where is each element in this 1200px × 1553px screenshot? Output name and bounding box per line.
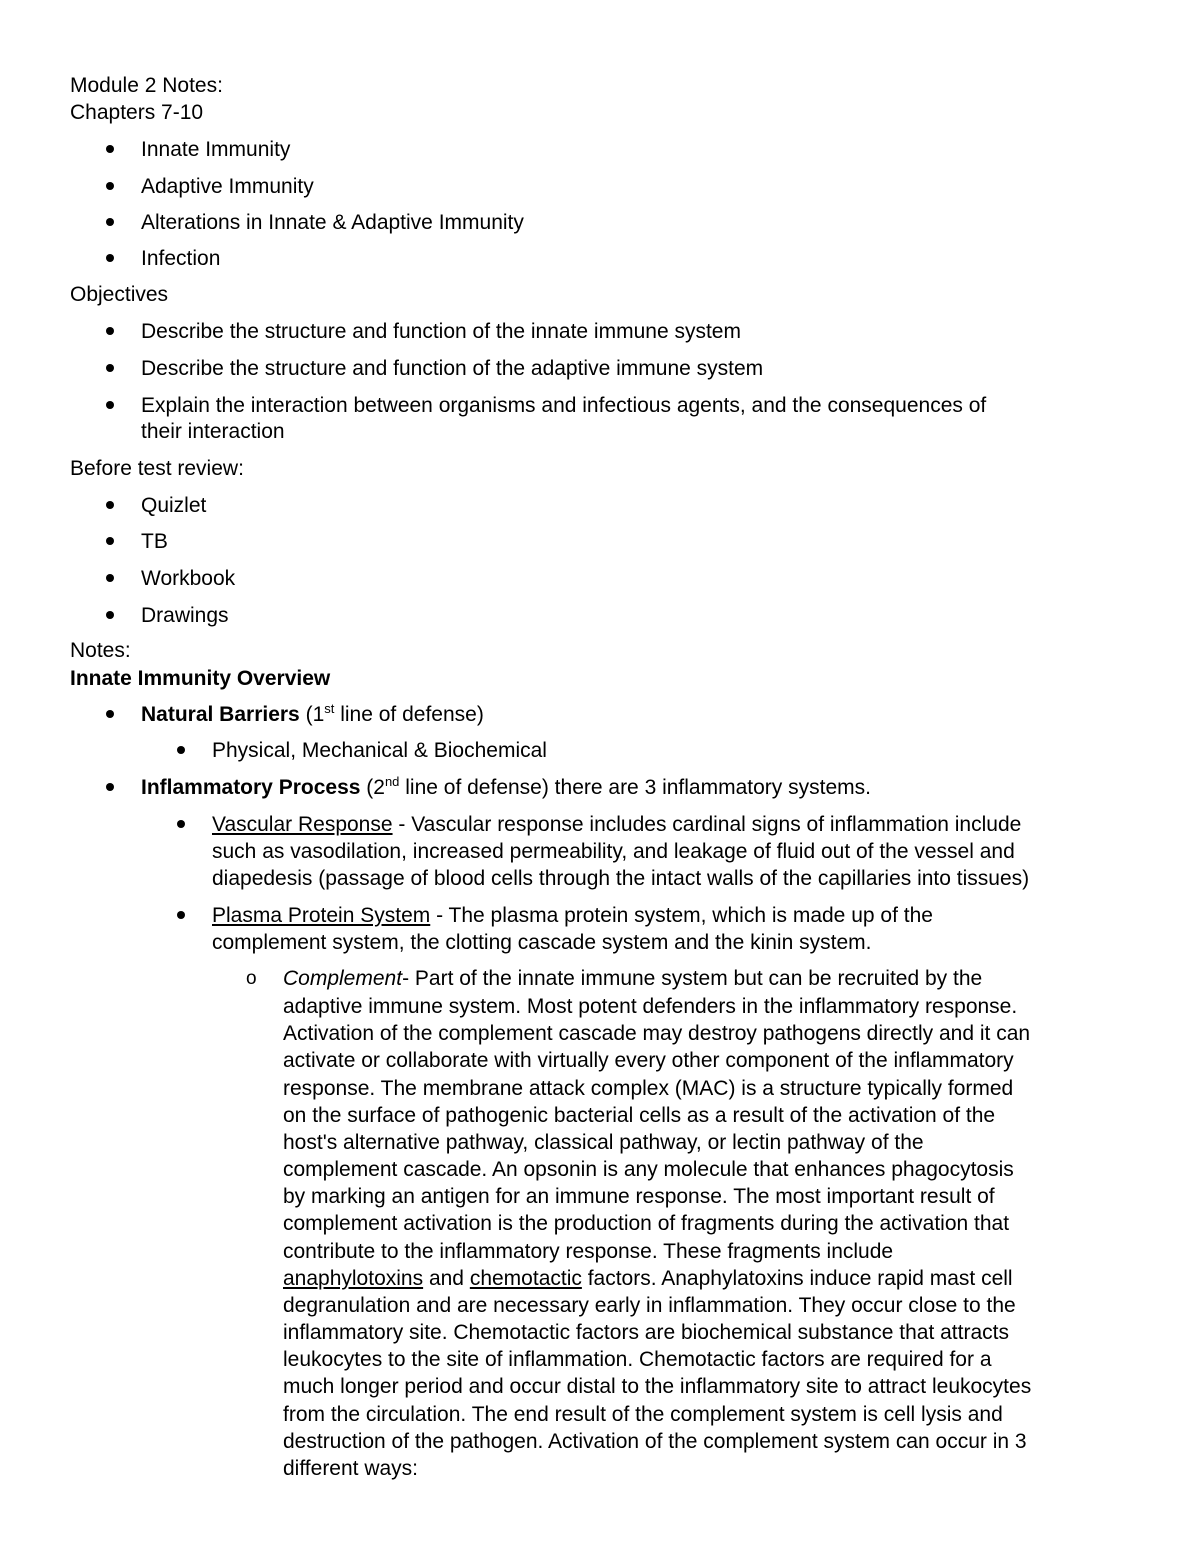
list-item: Workbook xyxy=(141,567,236,590)
paragraph-line: complement activation is the production of fragments during the activation that xyxy=(283,1212,1010,1235)
vascular-response-label: Vascular Response xyxy=(212,813,393,836)
list-item: Innate Immunity xyxy=(141,138,291,161)
superscript: st xyxy=(324,701,335,716)
list-item: Alterations in Innate & Adaptive Immunity xyxy=(141,211,524,234)
paragraph-line: contribute to the inflammatory response. These fragments include xyxy=(283,1240,894,1263)
bullet-icon xyxy=(106,401,114,409)
inflammatory-process-label: Inflammatory Process xyxy=(141,776,361,799)
bullet-icon xyxy=(106,710,114,718)
bullet-icon xyxy=(106,783,114,791)
superscript: nd xyxy=(384,774,400,789)
paragraph-line: destruction of the pathogen. Activation of the complement system can occur in 3 xyxy=(283,1430,1027,1453)
paragraph-line: response. The membrane attack complex (MAC) is a structure typically formed xyxy=(283,1077,1014,1100)
complement-label: Complement xyxy=(283,967,403,990)
list-item: Drawings xyxy=(141,604,229,627)
list-item: Describe the structure and function of the innate immune system xyxy=(141,320,741,343)
sub-list-item: Physical, Mechanical & Biochemical xyxy=(212,739,547,762)
list-item: TB xyxy=(141,530,168,553)
bullet-icon xyxy=(106,145,114,153)
paragraph-line: complement system, the clotting cascade system and the kinin system. xyxy=(212,931,872,954)
section-title: Innate Immunity Overview xyxy=(70,667,331,690)
vascular-response-item xyxy=(212,811,1021,838)
list-item: Infection xyxy=(141,247,221,270)
objectives-heading: Objectives xyxy=(70,283,169,306)
bullet-icon xyxy=(177,911,185,919)
paragraph-line xyxy=(283,1265,1013,1292)
bullet-icon xyxy=(106,254,114,262)
list-item: Quizlet xyxy=(141,494,207,517)
paragraph-line: from the circulation. The end result of the complement system is cell lysis and xyxy=(283,1403,1003,1426)
text-fragment: - Vascular response includes cardinal signs of inflammation include xyxy=(392,813,1022,836)
hollow-bullet-icon: o xyxy=(246,968,257,989)
bullet-icon xyxy=(177,820,185,828)
plasma-protein-item xyxy=(212,902,933,929)
paragraph-line: complement cascade. An opsonin is any molecule that enhances phagocytosis xyxy=(283,1158,1014,1181)
bullet-icon xyxy=(106,537,114,545)
paragraph-line: much longer period and occur distal to the inflammatory site to attract leukocytes xyxy=(283,1375,1032,1398)
natural-barriers-label: Natural Barriers xyxy=(141,703,300,726)
paragraph-line: leukocytes to the site of inflammation. Chemotactic factors are required for a xyxy=(283,1348,992,1371)
plasma-protein-label: Plasma Protein System xyxy=(212,904,431,927)
bullet-icon xyxy=(106,574,114,582)
review-heading: Before test review: xyxy=(70,457,244,480)
document-title: Module 2 Notes: xyxy=(70,74,223,97)
paragraph-line: Activation of the complement cascade may destroy pathogens directly and it can xyxy=(283,1022,1031,1045)
text-fragment: factors. Anaphylatoxins induce rapid mast cell xyxy=(581,1267,1013,1290)
complement-item xyxy=(283,965,982,992)
text-fragment: line of defense) there are 3 inflammatory systems. xyxy=(399,776,871,799)
text-fragment: and xyxy=(423,1267,470,1290)
text-fragment: line of defense) xyxy=(334,703,484,726)
paragraph-line: inflammatory site. Chemotactic factors are biochemical substance that attracts xyxy=(283,1321,1009,1344)
bullet-icon xyxy=(106,611,114,619)
bullet-icon xyxy=(177,746,185,754)
inflammatory-process-item xyxy=(141,774,871,801)
paragraph-line: adaptive immune system. Most potent defenders in the inflammatory response. xyxy=(283,995,1018,1018)
notes-heading: Notes: xyxy=(70,639,131,662)
text-fragment: - The plasma protein system, which is made up of the xyxy=(430,904,933,927)
paragraph-line: different ways: xyxy=(283,1457,419,1480)
text-fragment: (1 xyxy=(299,703,325,726)
paragraph-line: host's alternative pathway, classical pathway, or lectin pathway of the xyxy=(283,1131,924,1154)
chemotactic-term: chemotactic xyxy=(469,1267,582,1290)
bullet-icon xyxy=(106,501,114,509)
list-item-continuation: their interaction xyxy=(141,420,285,443)
bullet-icon xyxy=(106,218,114,226)
bullet-icon xyxy=(106,364,114,372)
paragraph-line: by marking an antigen for an immune response. The most important result of xyxy=(283,1185,995,1208)
chapters-line: Chapters 7-10 xyxy=(70,101,204,124)
paragraph-line: diapedesis (passage of blood cells through the intact walls of the capillaries into tissues) xyxy=(212,867,1030,890)
paragraph-line: such as vasodilation, increased permeability, and leakage of fluid out of the vessel and xyxy=(212,840,1015,863)
text-fragment: (2 xyxy=(360,776,385,799)
paragraph-line: degranulation and are necessary early in inflammation. They occur close to the xyxy=(283,1294,1016,1317)
list-item: Adaptive Immunity xyxy=(141,175,314,198)
list-item: Describe the structure and function of the adaptive immune system xyxy=(141,357,764,380)
paragraph-line: activate or collaborate with virtually every other component of the inflammatory xyxy=(283,1049,1014,1072)
list-item: Explain the interaction between organisms and infectious agents, and the consequences of xyxy=(141,394,987,417)
text-fragment: - Part of the innate immune system but can be recruited by the xyxy=(402,967,983,990)
natural-barriers-item xyxy=(141,701,484,728)
anaphylotoxins-term: anaphylotoxins xyxy=(283,1267,424,1290)
bullet-icon xyxy=(106,327,114,335)
paragraph-line: on the surface of pathogenic bacterial cells as a result of the activation of the xyxy=(283,1104,996,1127)
bullet-icon xyxy=(106,182,114,190)
